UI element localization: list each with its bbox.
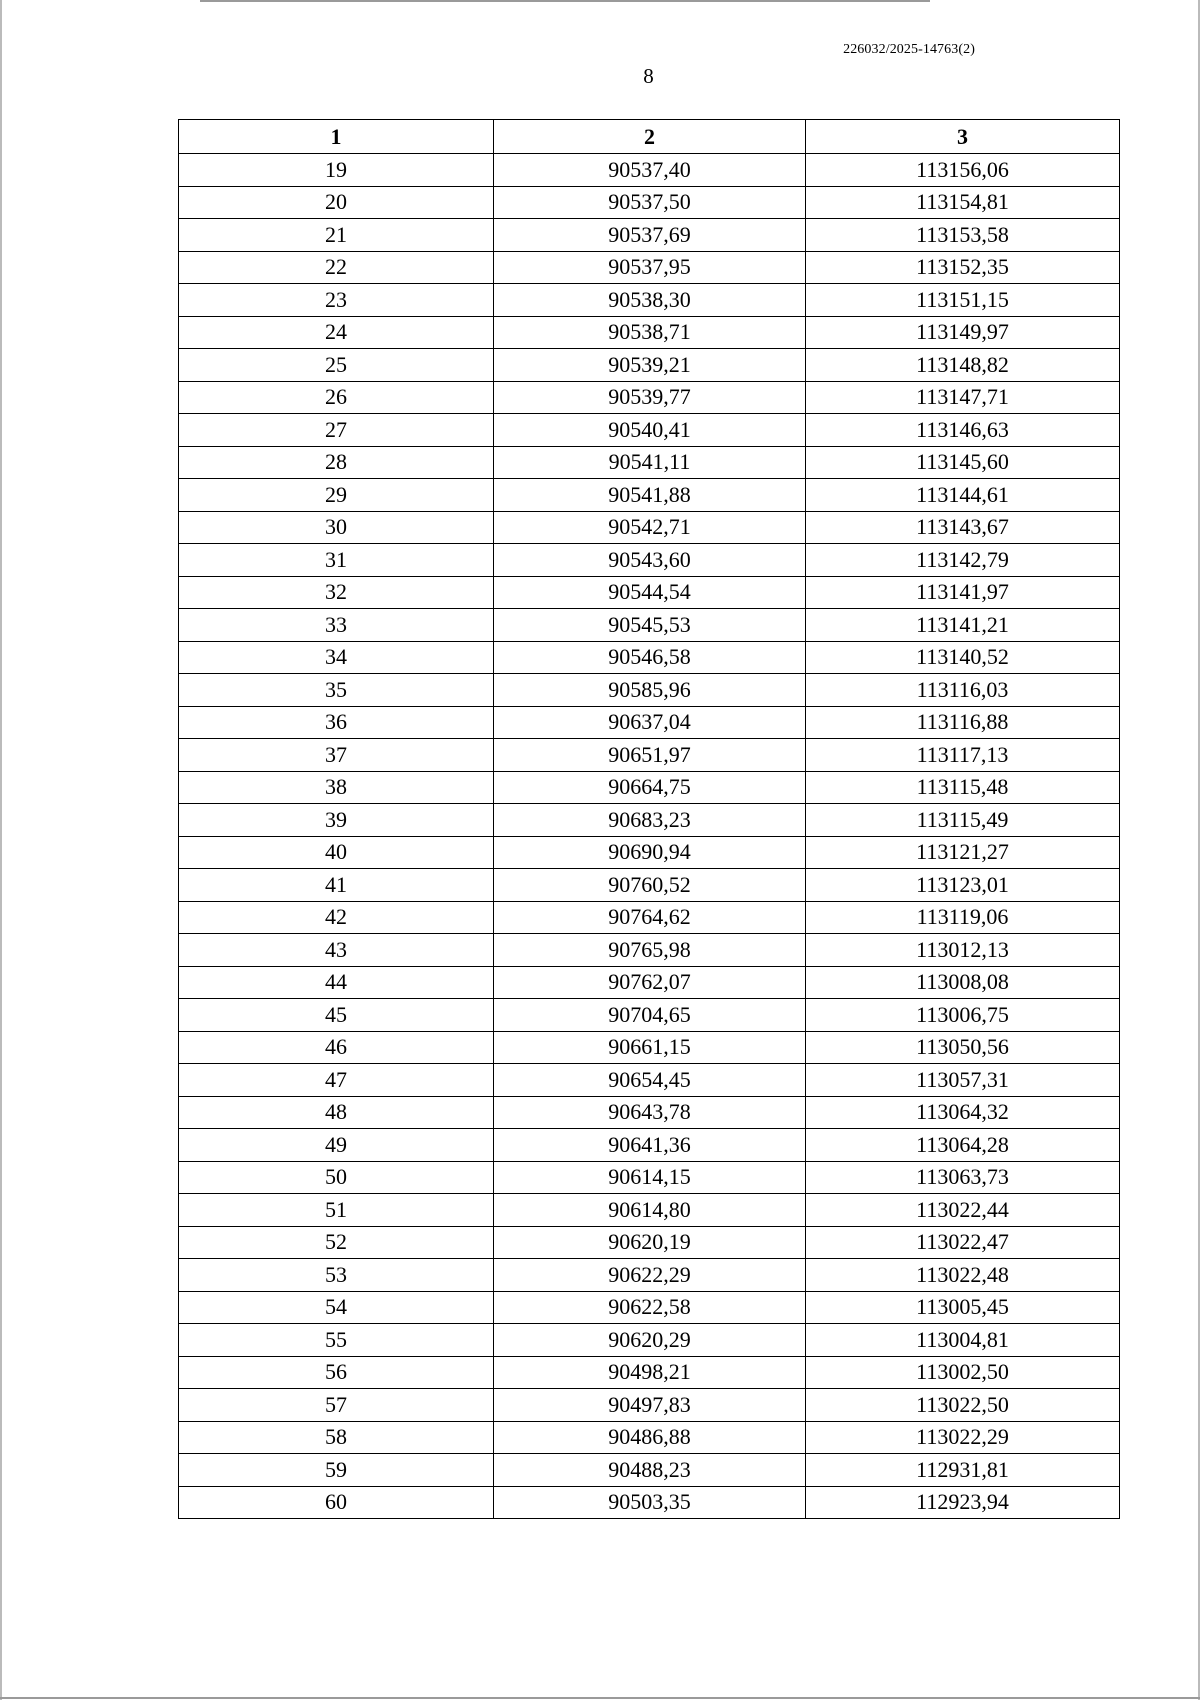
table-row <box>179 544 1120 577</box>
scan-edge-bottom <box>0 1697 1200 1699</box>
y-coordinate-cell: 113008,08 <box>806 966 1120 999</box>
table-row <box>179 934 1120 967</box>
x-coordinate-cell: 90539,77 <box>494 381 806 414</box>
x-coordinate-cell: 90537,95 <box>494 251 806 284</box>
table-row <box>179 316 1120 349</box>
point-number-cell: 39 <box>179 804 494 837</box>
point-number-cell: 28 <box>179 446 494 479</box>
x-coordinate-cell: 90641,36 <box>494 1129 806 1162</box>
y-coordinate-cell: 113141,97 <box>806 576 1120 609</box>
document-reference: 226032/2025-14763(2) <box>843 42 975 57</box>
y-coordinate-cell: 113116,03 <box>806 674 1120 707</box>
point-number-cell: 32 <box>179 576 494 609</box>
y-coordinate-cell: 113064,32 <box>806 1096 1120 1129</box>
y-coordinate-cell: 112931,81 <box>806 1454 1120 1487</box>
y-coordinate-cell: 113146,63 <box>806 414 1120 447</box>
table-row <box>179 1421 1120 1454</box>
point-number-cell: 38 <box>179 771 494 804</box>
point-number-cell: 20 <box>179 186 494 219</box>
x-coordinate-cell: 90620,19 <box>494 1226 806 1259</box>
y-coordinate-cell: 113152,35 <box>806 251 1120 284</box>
y-coordinate-cell: 113022,44 <box>806 1194 1120 1227</box>
table-row <box>179 1454 1120 1487</box>
table-row <box>179 219 1120 252</box>
y-coordinate-cell: 113151,15 <box>806 284 1120 317</box>
y-coordinate-cell: 113140,52 <box>806 641 1120 674</box>
point-number-cell: 60 <box>179 1486 494 1519</box>
x-coordinate-cell: 90545,53 <box>494 609 806 642</box>
x-coordinate-cell: 90704,65 <box>494 999 806 1032</box>
table-row <box>179 576 1120 609</box>
y-coordinate-cell: 113002,50 <box>806 1356 1120 1389</box>
x-coordinate-cell: 90614,80 <box>494 1194 806 1227</box>
point-number-cell: 49 <box>179 1129 494 1162</box>
scan-edge-top <box>200 0 930 2</box>
x-coordinate-cell: 90651,97 <box>494 739 806 772</box>
x-coordinate-cell: 90537,50 <box>494 186 806 219</box>
point-number-cell: 58 <box>179 1421 494 1454</box>
y-coordinate-cell: 113142,79 <box>806 544 1120 577</box>
y-coordinate-cell: 113149,97 <box>806 316 1120 349</box>
table-row <box>179 446 1120 479</box>
table-row <box>179 641 1120 674</box>
x-coordinate-cell: 90620,29 <box>494 1324 806 1357</box>
y-coordinate-cell: 113143,67 <box>806 511 1120 544</box>
x-coordinate-cell: 90622,58 <box>494 1291 806 1324</box>
table-row <box>179 1259 1120 1292</box>
x-coordinate-cell: 90540,41 <box>494 414 806 447</box>
table-row <box>179 836 1120 869</box>
point-number-cell: 37 <box>179 739 494 772</box>
y-coordinate-cell: 113119,06 <box>806 901 1120 934</box>
y-coordinate-cell: 113064,28 <box>806 1129 1120 1162</box>
table-row <box>179 706 1120 739</box>
y-coordinate-cell: 113153,58 <box>806 219 1120 252</box>
point-number-cell: 45 <box>179 999 494 1032</box>
x-coordinate-cell: 90544,54 <box>494 576 806 609</box>
point-number-cell: 54 <box>179 1291 494 1324</box>
point-number-cell: 24 <box>179 316 494 349</box>
y-coordinate-cell: 113141,21 <box>806 609 1120 642</box>
table-row <box>179 1161 1120 1194</box>
table-row <box>179 414 1120 447</box>
coordinates-table <box>178 119 1120 1519</box>
point-number-cell: 22 <box>179 251 494 284</box>
y-coordinate-cell: 113145,60 <box>806 446 1120 479</box>
x-coordinate-cell: 90614,15 <box>494 1161 806 1194</box>
x-coordinate-cell: 90765,98 <box>494 934 806 967</box>
point-number-cell: 34 <box>179 641 494 674</box>
point-number-cell: 57 <box>179 1389 494 1422</box>
y-coordinate-cell: 113117,13 <box>806 739 1120 772</box>
x-coordinate-cell: 90539,21 <box>494 349 806 382</box>
table-row <box>179 966 1120 999</box>
y-coordinate-cell: 113063,73 <box>806 1161 1120 1194</box>
column-header-3: 3 <box>806 120 1120 154</box>
point-number-cell: 46 <box>179 1031 494 1064</box>
point-number-cell: 29 <box>179 479 494 512</box>
point-number-cell: 36 <box>179 706 494 739</box>
table-row <box>179 381 1120 414</box>
x-coordinate-cell: 90637,04 <box>494 706 806 739</box>
y-coordinate-cell: 113022,50 <box>806 1389 1120 1422</box>
table-row <box>179 1389 1120 1422</box>
table-row <box>179 1031 1120 1064</box>
point-number-cell: 41 <box>179 869 494 902</box>
y-coordinate-cell: 113012,13 <box>806 934 1120 967</box>
table-row <box>179 1064 1120 1097</box>
table-header-row <box>179 120 1120 154</box>
point-number-cell: 52 <box>179 1226 494 1259</box>
point-number-cell: 47 <box>179 1064 494 1097</box>
point-number-cell: 25 <box>179 349 494 382</box>
y-coordinate-cell: 112923,94 <box>806 1486 1120 1519</box>
x-coordinate-cell: 90690,94 <box>494 836 806 869</box>
table-row <box>179 901 1120 934</box>
page-number: 8 <box>643 64 654 88</box>
y-coordinate-cell: 113022,48 <box>806 1259 1120 1292</box>
x-coordinate-cell: 90760,52 <box>494 869 806 902</box>
point-number-cell: 40 <box>179 836 494 869</box>
y-coordinate-cell: 113123,01 <box>806 869 1120 902</box>
table-row <box>179 479 1120 512</box>
table-row <box>179 739 1120 772</box>
y-coordinate-cell: 113022,29 <box>806 1421 1120 1454</box>
x-coordinate-cell: 90664,75 <box>494 771 806 804</box>
point-number-cell: 30 <box>179 511 494 544</box>
x-coordinate-cell: 90542,71 <box>494 511 806 544</box>
x-coordinate-cell: 90661,15 <box>494 1031 806 1064</box>
point-number-cell: 50 <box>179 1161 494 1194</box>
point-number-cell: 51 <box>179 1194 494 1227</box>
y-coordinate-cell: 113116,88 <box>806 706 1120 739</box>
column-header-1: 1 <box>179 120 494 154</box>
point-number-cell: 42 <box>179 901 494 934</box>
table-row <box>179 1324 1120 1357</box>
table-row <box>179 511 1120 544</box>
table-row <box>179 771 1120 804</box>
table-row <box>179 154 1120 187</box>
table-row <box>179 674 1120 707</box>
table-row <box>179 804 1120 837</box>
y-coordinate-cell: 113006,75 <box>806 999 1120 1032</box>
point-number-cell: 19 <box>179 154 494 187</box>
x-coordinate-cell: 90764,62 <box>494 901 806 934</box>
x-coordinate-cell: 90546,58 <box>494 641 806 674</box>
table-row <box>179 1129 1120 1162</box>
y-coordinate-cell: 113050,56 <box>806 1031 1120 1064</box>
point-number-cell: 21 <box>179 219 494 252</box>
table-row <box>179 251 1120 284</box>
y-coordinate-cell: 113004,81 <box>806 1324 1120 1357</box>
x-coordinate-cell: 90486,88 <box>494 1421 806 1454</box>
x-coordinate-cell: 90762,07 <box>494 966 806 999</box>
x-coordinate-cell: 90537,40 <box>494 154 806 187</box>
y-coordinate-cell: 113115,49 <box>806 804 1120 837</box>
table-row <box>179 284 1120 317</box>
x-coordinate-cell: 90503,35 <box>494 1486 806 1519</box>
point-number-cell: 59 <box>179 1454 494 1487</box>
table-row <box>179 999 1120 1032</box>
x-coordinate-cell: 90622,29 <box>494 1259 806 1292</box>
x-coordinate-cell: 90541,88 <box>494 479 806 512</box>
y-coordinate-cell: 113115,48 <box>806 771 1120 804</box>
x-coordinate-cell: 90498,21 <box>494 1356 806 1389</box>
x-coordinate-cell: 90537,69 <box>494 219 806 252</box>
scan-edge-left <box>0 0 2 1700</box>
table-row <box>179 1194 1120 1227</box>
y-coordinate-cell: 113147,71 <box>806 381 1120 414</box>
y-coordinate-cell: 113022,47 <box>806 1226 1120 1259</box>
table-body <box>179 154 1120 1519</box>
table-row <box>179 186 1120 219</box>
y-coordinate-cell: 113144,61 <box>806 479 1120 512</box>
point-number-cell: 33 <box>179 609 494 642</box>
y-coordinate-cell: 113057,31 <box>806 1064 1120 1097</box>
x-coordinate-cell: 90497,83 <box>494 1389 806 1422</box>
point-number-cell: 55 <box>179 1324 494 1357</box>
x-coordinate-cell: 90643,78 <box>494 1096 806 1129</box>
y-coordinate-cell: 113156,06 <box>806 154 1120 187</box>
table-row <box>179 1356 1120 1389</box>
x-coordinate-cell: 90538,30 <box>494 284 806 317</box>
point-number-cell: 35 <box>179 674 494 707</box>
x-coordinate-cell: 90654,45 <box>494 1064 806 1097</box>
point-number-cell: 53 <box>179 1259 494 1292</box>
table-row <box>179 869 1120 902</box>
table-row <box>179 609 1120 642</box>
x-coordinate-cell: 90488,23 <box>494 1454 806 1487</box>
x-coordinate-cell: 90543,60 <box>494 544 806 577</box>
point-number-cell: 31 <box>179 544 494 577</box>
x-coordinate-cell: 90683,23 <box>494 804 806 837</box>
point-number-cell: 56 <box>179 1356 494 1389</box>
y-coordinate-cell: 113148,82 <box>806 349 1120 382</box>
point-number-cell: 43 <box>179 934 494 967</box>
table-row <box>179 349 1120 382</box>
table-row <box>179 1486 1120 1519</box>
table-row <box>179 1096 1120 1129</box>
point-number-cell: 26 <box>179 381 494 414</box>
point-number-cell: 44 <box>179 966 494 999</box>
table-row <box>179 1291 1120 1324</box>
point-number-cell: 27 <box>179 414 494 447</box>
column-header-2: 2 <box>494 120 806 154</box>
x-coordinate-cell: 90541,11 <box>494 446 806 479</box>
y-coordinate-cell: 113005,45 <box>806 1291 1120 1324</box>
point-number-cell: 48 <box>179 1096 494 1129</box>
y-coordinate-cell: 113154,81 <box>806 186 1120 219</box>
y-coordinate-cell: 113121,27 <box>806 836 1120 869</box>
table-row <box>179 1226 1120 1259</box>
point-number-cell: 23 <box>179 284 494 317</box>
x-coordinate-cell: 90585,96 <box>494 674 806 707</box>
x-coordinate-cell: 90538,71 <box>494 316 806 349</box>
